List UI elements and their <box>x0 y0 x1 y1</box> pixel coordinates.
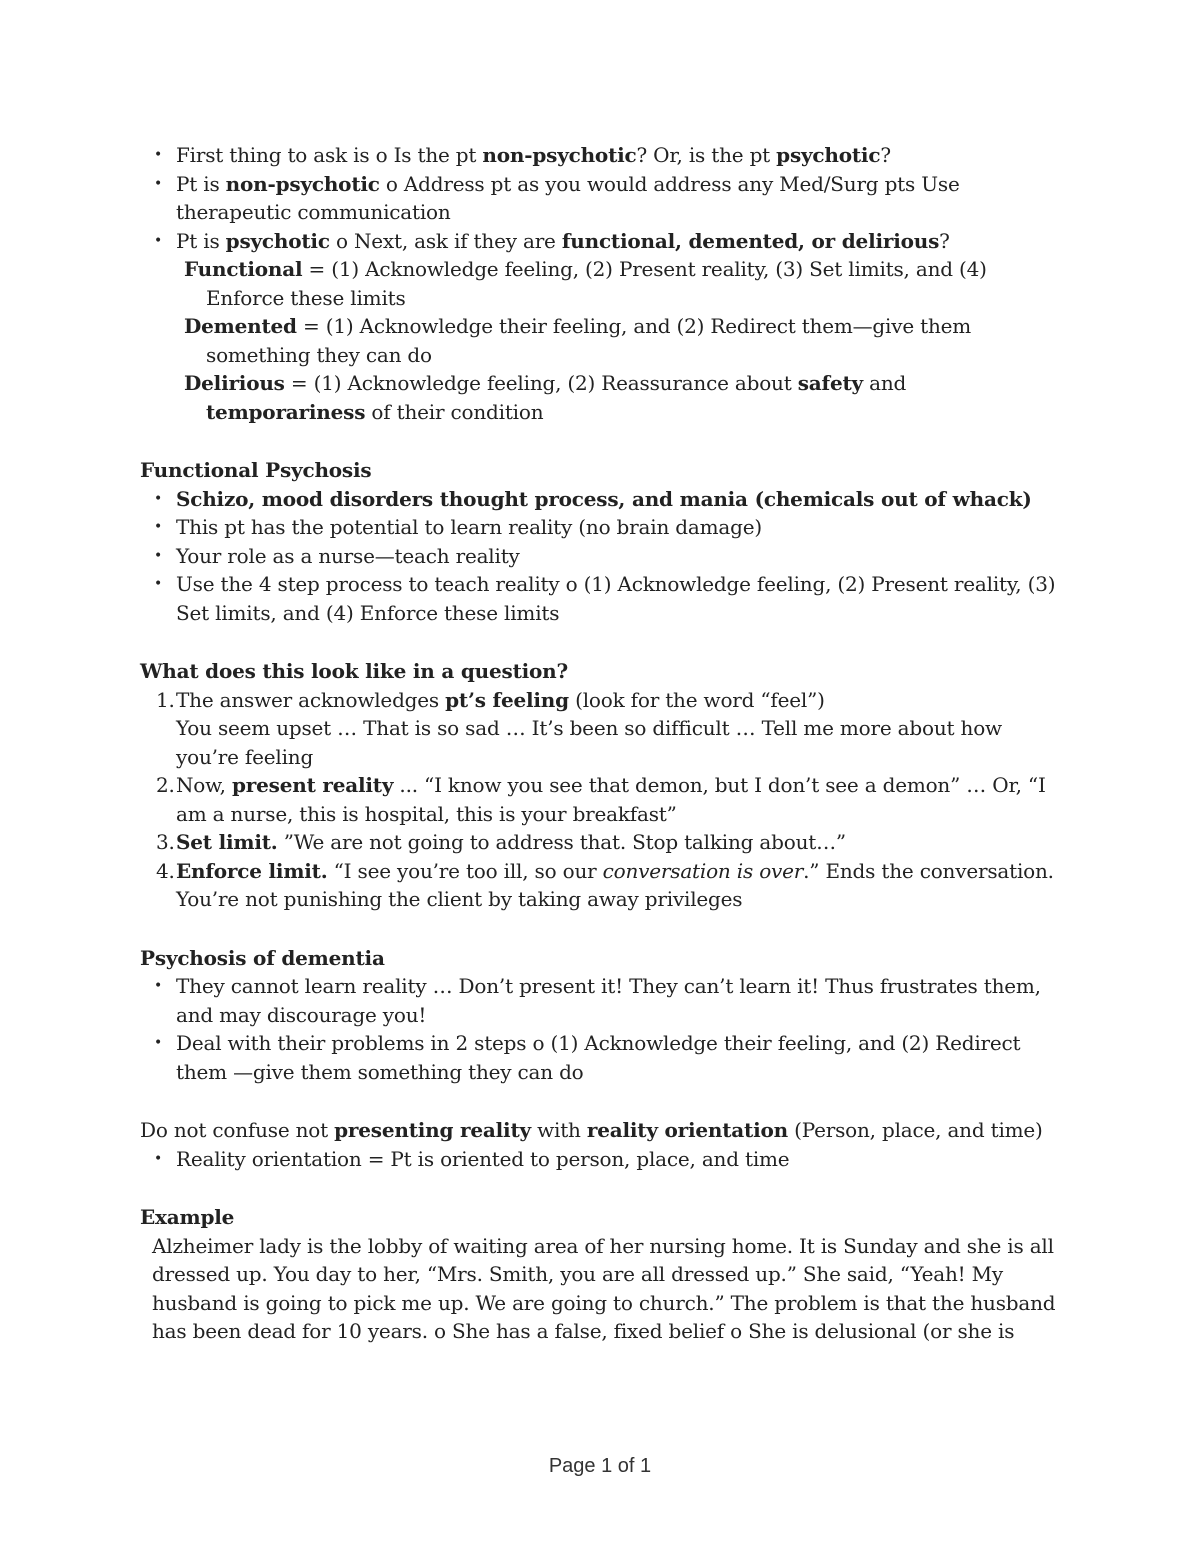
document-body <box>140 141 1070 1346</box>
bold-term: non-psychotic <box>225 171 380 196</box>
bullet-icon: • <box>154 978 163 994</box>
text-run: Do not confuse not <box>140 1118 335 1142</box>
bold-term: non-psychotic <box>482 143 637 167</box>
text-run: = (1) Acknowledge feeling, (2) Present reality, (3) Set limits, and (4) Enforce these limits <box>206 257 987 310</box>
bold-term: pt’s feeling <box>445 687 569 712</box>
item-number: 4. <box>156 858 175 883</box>
item-number: 2. <box>156 773 175 797</box>
bold-term: Set limit. <box>176 830 278 854</box>
text-run: ? <box>939 228 950 253</box>
section-heading-functional-psychosis: Functional Psychosis <box>140 458 372 482</box>
text-run: and <box>862 371 907 395</box>
section-heading-example: Example <box>140 1205 235 1229</box>
section-heading-question: What does this look like in a question? <box>140 659 569 683</box>
bullet-icon: • <box>154 1150 163 1167</box>
text-run: o <box>329 228 354 253</box>
text-run: Deal with their problems in 2 steps o (1) Acknowledge their feeling, and (2) Redirect them —give them something they can do <box>176 1031 1021 1084</box>
bullet-icon: • <box>154 147 163 163</box>
text-run: Reality orientation = Pt is oriented to person, place, and time <box>176 1146 790 1171</box>
bold-term: present reality <box>232 773 394 797</box>
psychotic-type-list <box>140 255 1070 426</box>
bullet-icon: • <box>154 1035 163 1051</box>
bold-text: Schizo, mood disorders thought process, and mania (chemicals out of whack) <box>176 486 1032 511</box>
text-run: (look for the word “feel”) <box>568 687 825 712</box>
list-item <box>140 828 1070 857</box>
text-run: = (1) Acknowledge feeling, (2) Reassurance about <box>284 371 798 395</box>
text-run: of their condition <box>365 399 544 424</box>
text-run: ”We are not going to address that. Stop talking about…” <box>277 830 846 854</box>
bold-term: Enforce limit. <box>176 858 328 883</box>
list-item <box>140 542 1070 571</box>
list-item <box>140 771 1070 828</box>
text-run: Pt is <box>176 171 226 196</box>
text-run: This pt has the potential to learn reality (no brain damage) <box>176 515 762 539</box>
text-run: Address pt as you would address any Med/Surg pts Use therapeutic communication <box>176 171 960 224</box>
text-run: Pt is <box>176 228 226 253</box>
text-run: with <box>530 1118 587 1142</box>
text-run: o <box>375 143 388 167</box>
text-run: “I see you’re too ill, so our <box>327 858 603 883</box>
bold-term: Functional <box>184 257 303 281</box>
text-run: Your role as a nurse—teach reality <box>176 543 520 568</box>
bold-term: Delirious <box>184 371 285 395</box>
text-run: Use the 4 step process to teach reality o (1) Acknowledge feeling, (2) Present reality, (3) Set limits, and (4) Enforce these limits <box>176 572 1056 625</box>
item-number: 1. <box>156 687 175 712</box>
bold-term: functional, demented, or delirious <box>561 228 940 253</box>
text-run: o <box>379 171 404 196</box>
orientation-paragraph <box>140 1116 1070 1145</box>
text-run: Is the pt <box>387 143 483 167</box>
bullet-icon: • <box>154 175 163 192</box>
bullet-icon: • <box>154 490 163 507</box>
list-item-demented <box>140 312 1070 369</box>
list-item <box>140 686 1070 772</box>
list-item <box>140 513 1070 542</box>
bullet-icon: • <box>154 547 163 564</box>
bold-term: psychotic <box>225 228 330 253</box>
list-item <box>140 1145 1070 1174</box>
bullet-icon: • <box>154 232 163 249</box>
bullet-icon: • <box>154 576 163 592</box>
italic-text: conversation is over <box>602 858 804 883</box>
list-item <box>140 857 1070 914</box>
list-item <box>140 227 1070 256</box>
list-item <box>140 170 1070 227</box>
item-number: 3. <box>156 830 175 854</box>
text-run: (Person, place, and time) <box>787 1118 1043 1142</box>
orientation-list <box>140 1145 1070 1174</box>
section-heading-dementia: Psychosis of dementia <box>140 945 385 970</box>
list-item <box>140 141 1070 170</box>
text-run: You seem upset … That is so sad … It’s been so difficult … Tell me more about how you’re feeling <box>176 716 1002 769</box>
text-run: You’re not punishing the client by taking away privileges <box>176 887 743 911</box>
intro-bullet-list <box>140 141 1070 255</box>
text-run: Now, <box>176 773 233 797</box>
text-run: First thing to ask is <box>176 143 376 167</box>
bullet-icon: • <box>154 519 163 535</box>
list-item-delirious <box>140 369 1070 426</box>
text-run: Next, ask if they are <box>353 228 562 253</box>
bold-term: safety <box>797 371 863 395</box>
page-number-footer: Page 1 of 1 <box>548 1455 652 1477</box>
text-run: ? <box>880 143 891 167</box>
text-run: ... “I know you see that demon, but I don’t see a demon” … Or, “I am a nurse, this is hospital, this is your breakfast” <box>176 773 1046 826</box>
bold-term: psychotic <box>776 143 881 167</box>
text-run: .” Ends the conversation. <box>803 858 1054 883</box>
list-item <box>140 485 1070 514</box>
text-run: ? Or, is the pt <box>636 143 777 167</box>
functional-psychosis-list <box>140 485 1070 628</box>
text-run: They cannot learn reality … Don’t present it! They can’t learn it! Thus frustrates them, and may discourage you! <box>176 974 1041 1027</box>
example-paragraph: Alzheimer lady is the lobby of waiting area of her nursing home. It is Sunday and she is all dressed up. You day to her, “Mrs. Smith, you are all dressed up.” She said, “Yeah! My husband is going to pick me up. We are going to church.” The problem is that the husband has been dead for 10 years. o She has a false, fixed belief o She is delusional (or she is <box>152 1233 1056 1343</box>
question-steps-list <box>140 686 1070 914</box>
bold-term: temporariness <box>206 399 366 424</box>
dementia-list <box>140 972 1070 1086</box>
list-item <box>140 1029 1070 1086</box>
text-run: = (1) Acknowledge their feeling, and (2) Redirect them—give them something they can do <box>206 314 972 367</box>
bold-term: Demented <box>184 314 297 338</box>
text-run: The answer acknowledges <box>176 687 446 712</box>
bold-term: presenting reality <box>334 1118 531 1142</box>
list-item <box>140 972 1070 1029</box>
bold-term: reality orientation <box>586 1118 788 1142</box>
list-item <box>140 570 1070 627</box>
list-item-functional <box>140 255 1070 312</box>
